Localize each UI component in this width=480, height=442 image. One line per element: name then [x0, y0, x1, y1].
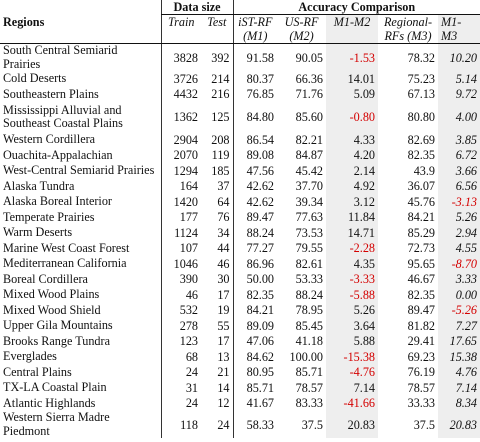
regional-rf-cell: 80.80 [407, 110, 436, 124]
regional-rf-cell: 36.07 [407, 179, 436, 194]
m1-m3-cell: 4.55 [438, 241, 480, 257]
train-cell: 164 [161, 179, 201, 195]
table-row [0, 272, 480, 288]
ist-rf-cell: 85.71 [233, 380, 277, 396]
regional-rf-cell: 69.23 [407, 349, 436, 364]
region-cell: Alaska Tundra [3, 178, 75, 193]
m1-m3-cell: 5.26 [438, 210, 480, 226]
region-cell: Cold Deserts [3, 71, 67, 85]
m1-m3-cell: 0.00 [438, 287, 480, 303]
train-cell: 2904 [161, 132, 201, 148]
train-cell: 107 [161, 241, 201, 257]
test-cell: 37 [217, 179, 230, 194]
m1-m3-cell: 6.72 [438, 148, 480, 164]
train-cell: 68 [161, 349, 201, 365]
train-cell: 3726 [161, 71, 201, 87]
test-cell: 119 [211, 148, 230, 163]
us-rf-cell: 37.5 [301, 417, 324, 432]
regions-header: Regions [0, 15, 161, 44]
test-cell: 13 [217, 349, 230, 364]
us-rf-cell: 78.95 [295, 303, 324, 318]
region-cell: Western Sierra Madre Piedmont [3, 410, 110, 438]
us-rf-cell: 85.60 [295, 110, 324, 124]
region-cell: Central Plains [3, 364, 72, 379]
train-cell: 390 [161, 272, 201, 288]
test-cell: 34 [217, 225, 230, 240]
ist-rf-cell: 84.21 [233, 303, 277, 319]
table-row [0, 241, 480, 257]
region-cell: Mixed Wood Plains [3, 287, 100, 301]
region-cell: Alaska Boreal Interior [3, 194, 112, 208]
table-row [0, 194, 480, 210]
header-group-row [0, 0, 480, 15]
m1-m2-cell: 5.88 [326, 334, 378, 350]
m1-m3-cell: 9.72 [438, 87, 480, 103]
regional-rf-cell: 82.69 [407, 132, 436, 147]
region-cell: West-Central Semiarid Prairies [3, 163, 155, 177]
us-rf-cell: 78.57 [295, 380, 324, 395]
m1-m2-cell: 3.64 [326, 318, 378, 334]
m1-m3-cell: 2.94 [438, 225, 480, 241]
m1-m2-cell: -5.88 [326, 287, 378, 303]
m1-m2-header: M1-M2 [326, 15, 378, 44]
m1-m2-cell: 20.83 [326, 411, 378, 438]
m1-m3-cell: 3.66 [438, 163, 480, 179]
table-row [0, 102, 480, 132]
table-row [0, 132, 480, 148]
ist-rf-cell: 42.62 [233, 194, 277, 210]
ist-rf-cell: 84.62 [233, 349, 277, 365]
m1-m3-cell: 4.76 [438, 365, 480, 381]
train-header: Train [161, 15, 201, 44]
ist-rf-cell: 42.62 [233, 179, 277, 195]
test-cell: 125 [211, 110, 230, 124]
test-cell: 17 [217, 334, 230, 349]
m1-m3-cell: 20.83 [438, 411, 480, 438]
region-cell: Mississippi Alluvial and Southeast Coastal Plains [3, 102, 123, 130]
region-cell: Ouachita-Appalachian [3, 147, 113, 162]
regional-rf-cell: 78.32 [407, 50, 436, 65]
test-cell: 208 [211, 132, 230, 147]
ist-rf-cell: 86.54 [233, 132, 277, 148]
m1-m2-cell: 14.71 [326, 225, 378, 241]
table-row [0, 396, 480, 412]
region-cell: Boreal Cordillera [3, 271, 88, 286]
table-row [0, 334, 480, 350]
us-rf-cell: 79.55 [295, 241, 324, 256]
table-body [0, 44, 480, 439]
test-cell: 392 [211, 50, 230, 65]
regional-rf-cell: 67.13 [407, 87, 436, 102]
ist-rf-cell: 88.24 [233, 225, 277, 241]
train-cell: 1124 [161, 225, 201, 241]
train-cell: 3828 [161, 44, 201, 72]
us-rf-cell: 77.63 [295, 210, 324, 225]
m1-m2-cell: -3.33 [326, 272, 378, 288]
data-size-header: Data size [161, 0, 233, 15]
regional-rf-cell: 89.47 [407, 303, 436, 318]
m1-m3-cell: 15.38 [438, 349, 480, 365]
test-cell: 185 [211, 163, 230, 178]
m1-m2-cell: 3.12 [326, 194, 378, 210]
us-rf-cell: 85.71 [295, 365, 324, 380]
test-cell: 46 [217, 256, 230, 271]
ist-rf-cell: 89.47 [233, 210, 277, 226]
train-cell: 1362 [161, 102, 201, 132]
regional-rf-cell: 46.67 [407, 272, 436, 287]
ist-rf-cell: 84.80 [233, 102, 277, 132]
train-cell: 123 [161, 334, 201, 350]
train-cell: 177 [161, 210, 201, 226]
m1-m2-cell: -4.76 [326, 365, 378, 381]
train-cell: 1046 [161, 256, 201, 272]
regional-rf-cell: 81.82 [407, 318, 436, 333]
test-cell: 24 [217, 417, 230, 432]
regional-rf-cell: 82.35 [407, 148, 436, 163]
test-cell: 44 [217, 241, 230, 256]
train-cell: 1420 [161, 194, 201, 210]
ist-rf-cell: 47.06 [233, 334, 277, 350]
regional-rf-cell: 95.65 [407, 256, 436, 271]
m1-m3-header: M1- M3 [438, 15, 480, 44]
m1-m2-cell: 5.26 [326, 303, 378, 319]
us-rf-cell: 84.87 [295, 148, 324, 163]
region-cell: Southeastern Plains [3, 86, 99, 101]
ist-rf-cell: 77.27 [233, 241, 277, 257]
regional-rf-cell: 33.33 [407, 396, 436, 411]
m1-m3-cell: 7.27 [438, 318, 480, 334]
region-cell: Brooks Range Tundra [3, 333, 110, 348]
us-rf-cell: 66.36 [295, 71, 324, 86]
us-rf-cell: 39.34 [295, 194, 324, 209]
region-cell: Mixed Wood Shield [3, 302, 101, 317]
us-rf-cell: 90.05 [295, 50, 324, 65]
regional-rf-cell: 82.35 [407, 287, 436, 302]
ist-rf-cell: 82.35 [233, 287, 277, 303]
region-cell: TX-LA Coastal Plain [3, 380, 107, 394]
us-rf-cell: 83.33 [295, 396, 324, 411]
m1-m2-cell: 11.84 [326, 210, 378, 226]
m1-m2-cell: -15.38 [326, 349, 378, 365]
regional-rf-cell: 78.57 [407, 380, 436, 395]
test-cell: 19 [217, 303, 230, 318]
table-row [0, 44, 480, 72]
ist-rf-cell: 76.85 [233, 87, 277, 103]
m1-m3-cell: 3.33 [438, 272, 480, 288]
table-row [0, 225, 480, 241]
accuracy-comparison-header: Accuracy Comparison [233, 0, 480, 15]
us-rf-cell: 73.53 [295, 225, 324, 240]
ist-rf-cell: 80.95 [233, 365, 277, 381]
us-rf-header: US-RF (M2) [277, 15, 326, 44]
table-row [0, 287, 480, 303]
region-cell: Western Cordillera [3, 132, 96, 146]
m1-m2-cell: 4.35 [326, 256, 378, 272]
ist-rf-cell: 58.33 [233, 411, 277, 438]
us-rf-cell: 45.42 [295, 163, 324, 178]
table-row [0, 87, 480, 103]
train-cell: 2070 [161, 148, 201, 164]
table-row [0, 318, 480, 334]
train-cell: 31 [161, 380, 201, 396]
us-rf-cell: 41.18 [295, 334, 324, 349]
table-row [0, 365, 480, 381]
train-cell: 46 [161, 287, 201, 303]
region-cell: Atlantic Highlands [3, 395, 96, 410]
m1-m3-cell: 6.56 [438, 179, 480, 195]
ist-rf-cell: 86.96 [233, 256, 277, 272]
ist-rf-cell: 91.58 [233, 44, 277, 72]
m1-m3-cell: 5.14 [438, 71, 480, 87]
m1-m3-cell: 8.34 [438, 396, 480, 412]
regional-rf-cell: 85.29 [407, 225, 436, 240]
train-cell: 24 [161, 365, 201, 381]
table-row [0, 148, 480, 164]
ist-rf-cell: 89.09 [233, 318, 277, 334]
table-row [0, 163, 480, 179]
test-cell: 21 [217, 365, 230, 380]
table-row [0, 380, 480, 396]
m1-m2-cell: 14.01 [326, 71, 378, 87]
ist-rf-cell: 47.56 [233, 163, 277, 179]
us-rf-cell: 37.70 [295, 179, 324, 194]
test-cell: 214 [211, 71, 230, 86]
regional-rf-cell: 84.21 [407, 210, 436, 225]
table-row [0, 179, 480, 195]
us-rf-cell: 71.76 [295, 87, 324, 102]
region-cell: Marine West Coast Forest [3, 240, 130, 255]
test-cell: 64 [217, 194, 230, 209]
table-row [0, 349, 480, 365]
ist-rf-cell: 80.37 [233, 71, 277, 87]
m1-m3-cell: -8.70 [438, 256, 480, 272]
m1-m3-cell: 10.20 [438, 44, 480, 72]
ist-rf-cell: 50.00 [233, 272, 277, 288]
m1-m2-cell: 7.14 [326, 380, 378, 396]
m1-m2-cell: 2.14 [326, 163, 378, 179]
m1-m3-cell: 4.00 [438, 102, 480, 132]
table-row [0, 71, 480, 87]
m1-m2-cell: -1.53 [326, 44, 378, 72]
us-rf-cell: 88.24 [295, 287, 324, 302]
m1-m3-cell: 3.85 [438, 132, 480, 148]
train-cell: 532 [161, 303, 201, 319]
regional-rf-cell: 76.19 [407, 365, 436, 380]
train-cell: 278 [161, 318, 201, 334]
m1-m3-cell: -5.26 [438, 303, 480, 319]
m1-m3-cell: 7.14 [438, 380, 480, 396]
ist-rf-cell: 41.67 [233, 396, 277, 412]
us-rf-cell: 100.00 [289, 349, 324, 364]
us-rf-cell: 85.45 [295, 318, 324, 333]
us-rf-cell: 53.33 [295, 272, 324, 287]
regional-rf-cell: 29.41 [407, 334, 436, 349]
test-cell: 12 [217, 396, 230, 411]
m1-m2-cell: 5.09 [326, 87, 378, 103]
ist-rf-cell: 89.08 [233, 148, 277, 164]
m1-m2-cell: -0.80 [326, 102, 378, 132]
test-cell: 216 [211, 87, 230, 102]
region-cell: Warm Deserts [3, 225, 73, 239]
m1-m2-cell: -2.28 [326, 241, 378, 257]
m1-m2-cell: 4.92 [326, 179, 378, 195]
m1-m3-cell: 17.65 [438, 334, 480, 350]
m1-m3-cell: -3.13 [438, 194, 480, 210]
region-cell: Temperate Prairies [3, 209, 95, 224]
us-rf-cell: 82.61 [295, 256, 324, 271]
regional-rf-cell: 75.23 [407, 71, 436, 86]
train-cell: 1294 [161, 163, 201, 179]
region-cell: Upper Gila Mountains [3, 318, 113, 332]
m1-m2-cell: -41.66 [326, 396, 378, 412]
ist-rf-header: iST-RF (M1) [233, 15, 277, 44]
table-row [0, 303, 480, 319]
m1-m2-cell: 4.33 [326, 132, 378, 148]
region-cell: Everglades [3, 349, 57, 363]
table-row [0, 210, 480, 226]
train-cell: 118 [161, 411, 201, 438]
region-cell: Mediterranean California [3, 256, 127, 270]
regional-rf-cell: 37.5 [413, 417, 436, 432]
regional-rfs-header: Regional- RFs (M3) [378, 15, 438, 44]
test-header: Test [201, 15, 233, 44]
us-rf-cell: 82.21 [295, 132, 324, 147]
m1-m2-cell: 4.20 [326, 148, 378, 164]
region-cell: South Central Semiarid Prairies [3, 43, 118, 71]
regional-rf-cell: 45.76 [407, 194, 436, 209]
train-cell: 24 [161, 396, 201, 412]
regional-rf-cell: 43.9 [413, 163, 436, 178]
table-row [0, 256, 480, 272]
header-sub-row [0, 15, 480, 44]
test-cell: 55 [217, 318, 230, 333]
test-cell: 14 [217, 380, 230, 395]
table-row [0, 411, 480, 438]
test-cell: 17 [217, 287, 230, 302]
regional-rf-cell: 72.73 [407, 241, 436, 256]
test-cell: 30 [217, 272, 230, 287]
train-cell: 4432 [161, 87, 201, 103]
test-cell: 76 [217, 210, 230, 225]
